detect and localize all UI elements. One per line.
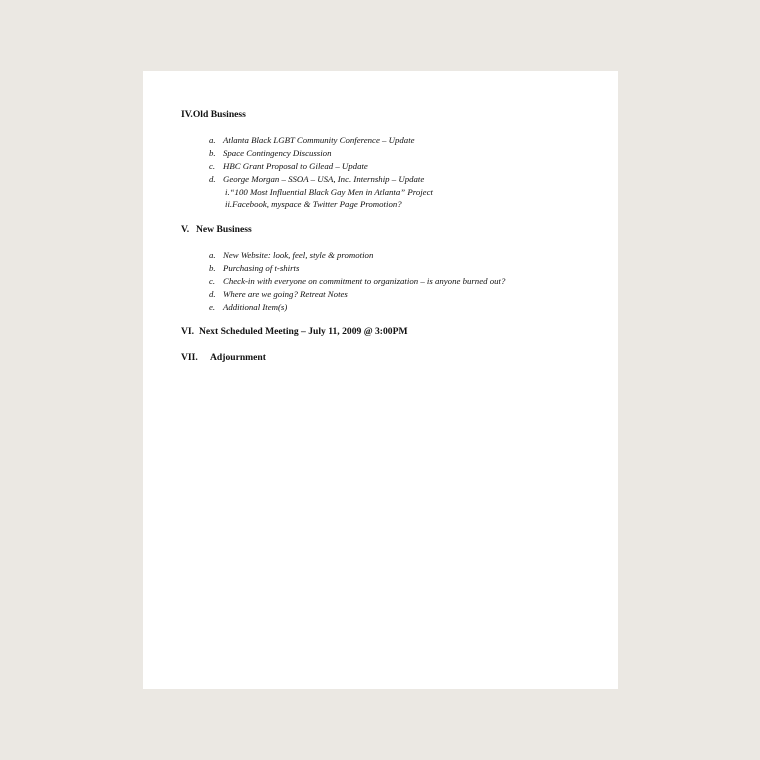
section-heading-new-business bbox=[181, 224, 252, 235]
new-business-list bbox=[209, 249, 505, 313]
section-number: V. bbox=[181, 224, 190, 235]
section-number: IV. bbox=[181, 109, 193, 120]
list-item-text: Check-in with everyone on commitment to organization – is anyone burned out? bbox=[223, 275, 506, 286]
section-heading-old-business bbox=[181, 109, 246, 120]
section-title: Old Business bbox=[192, 109, 246, 120]
list-item bbox=[209, 301, 505, 314]
list-item bbox=[209, 160, 433, 173]
list-item bbox=[209, 147, 433, 160]
list-item-text: Space Contingency Discussion bbox=[223, 147, 332, 158]
list-marker: c. bbox=[209, 160, 216, 171]
list-item-text: Atlanta Black LGBT Community Conference – Update bbox=[223, 135, 415, 145]
section-number: VII. bbox=[181, 352, 198, 363]
list-marker: a. bbox=[209, 135, 216, 145]
list-item bbox=[209, 262, 505, 275]
list-marker: b. bbox=[209, 262, 216, 273]
list-marker: e. bbox=[209, 301, 216, 312]
sub-list-marker: i. bbox=[225, 186, 230, 197]
list-item-text: New Website: look, feel, style & promotion bbox=[223, 250, 374, 260]
list-item-text: George Morgan – SSOA – USA, Inc. Internship – Update bbox=[223, 173, 425, 184]
sub-list-item-text: “100 Most Influential Black Gay Men in Atlanta” Project bbox=[229, 186, 433, 197]
document-page bbox=[143, 71, 618, 689]
sub-list-item-text: Facebook, myspace & Twitter Page Promotion? bbox=[232, 199, 402, 210]
list-item bbox=[209, 275, 505, 288]
section-title: Adjournment bbox=[210, 352, 266, 363]
section-title: New Business bbox=[196, 224, 252, 235]
section-number: VI. bbox=[181, 326, 195, 337]
sub-list-marker: ii. bbox=[225, 199, 233, 210]
section-title: Next Scheduled Meeting – July 11, 2009 @ 3:00PM bbox=[199, 326, 408, 337]
section-heading-adjournment bbox=[181, 352, 266, 363]
list-item-text: Where are we going? Retreat Notes bbox=[223, 288, 348, 299]
list-item bbox=[209, 173, 433, 186]
list-item-text: HBC Grant Proposal to Gilead – Update bbox=[223, 160, 368, 171]
old-business-list bbox=[209, 134, 433, 211]
list-item-text: Purchasing of t-shirts bbox=[223, 262, 300, 273]
sub-list-item bbox=[209, 186, 433, 199]
list-item bbox=[209, 134, 433, 147]
sub-list-item bbox=[209, 198, 433, 211]
list-marker: c. bbox=[209, 275, 216, 286]
list-marker: d. bbox=[209, 288, 216, 299]
list-item bbox=[209, 288, 505, 301]
section-heading-next-meeting bbox=[181, 326, 408, 337]
list-marker: a. bbox=[209, 250, 216, 260]
list-marker: d. bbox=[209, 173, 216, 184]
list-marker: b. bbox=[209, 147, 216, 158]
list-item bbox=[209, 249, 505, 262]
list-item-text: Additional Item(s) bbox=[223, 301, 288, 312]
